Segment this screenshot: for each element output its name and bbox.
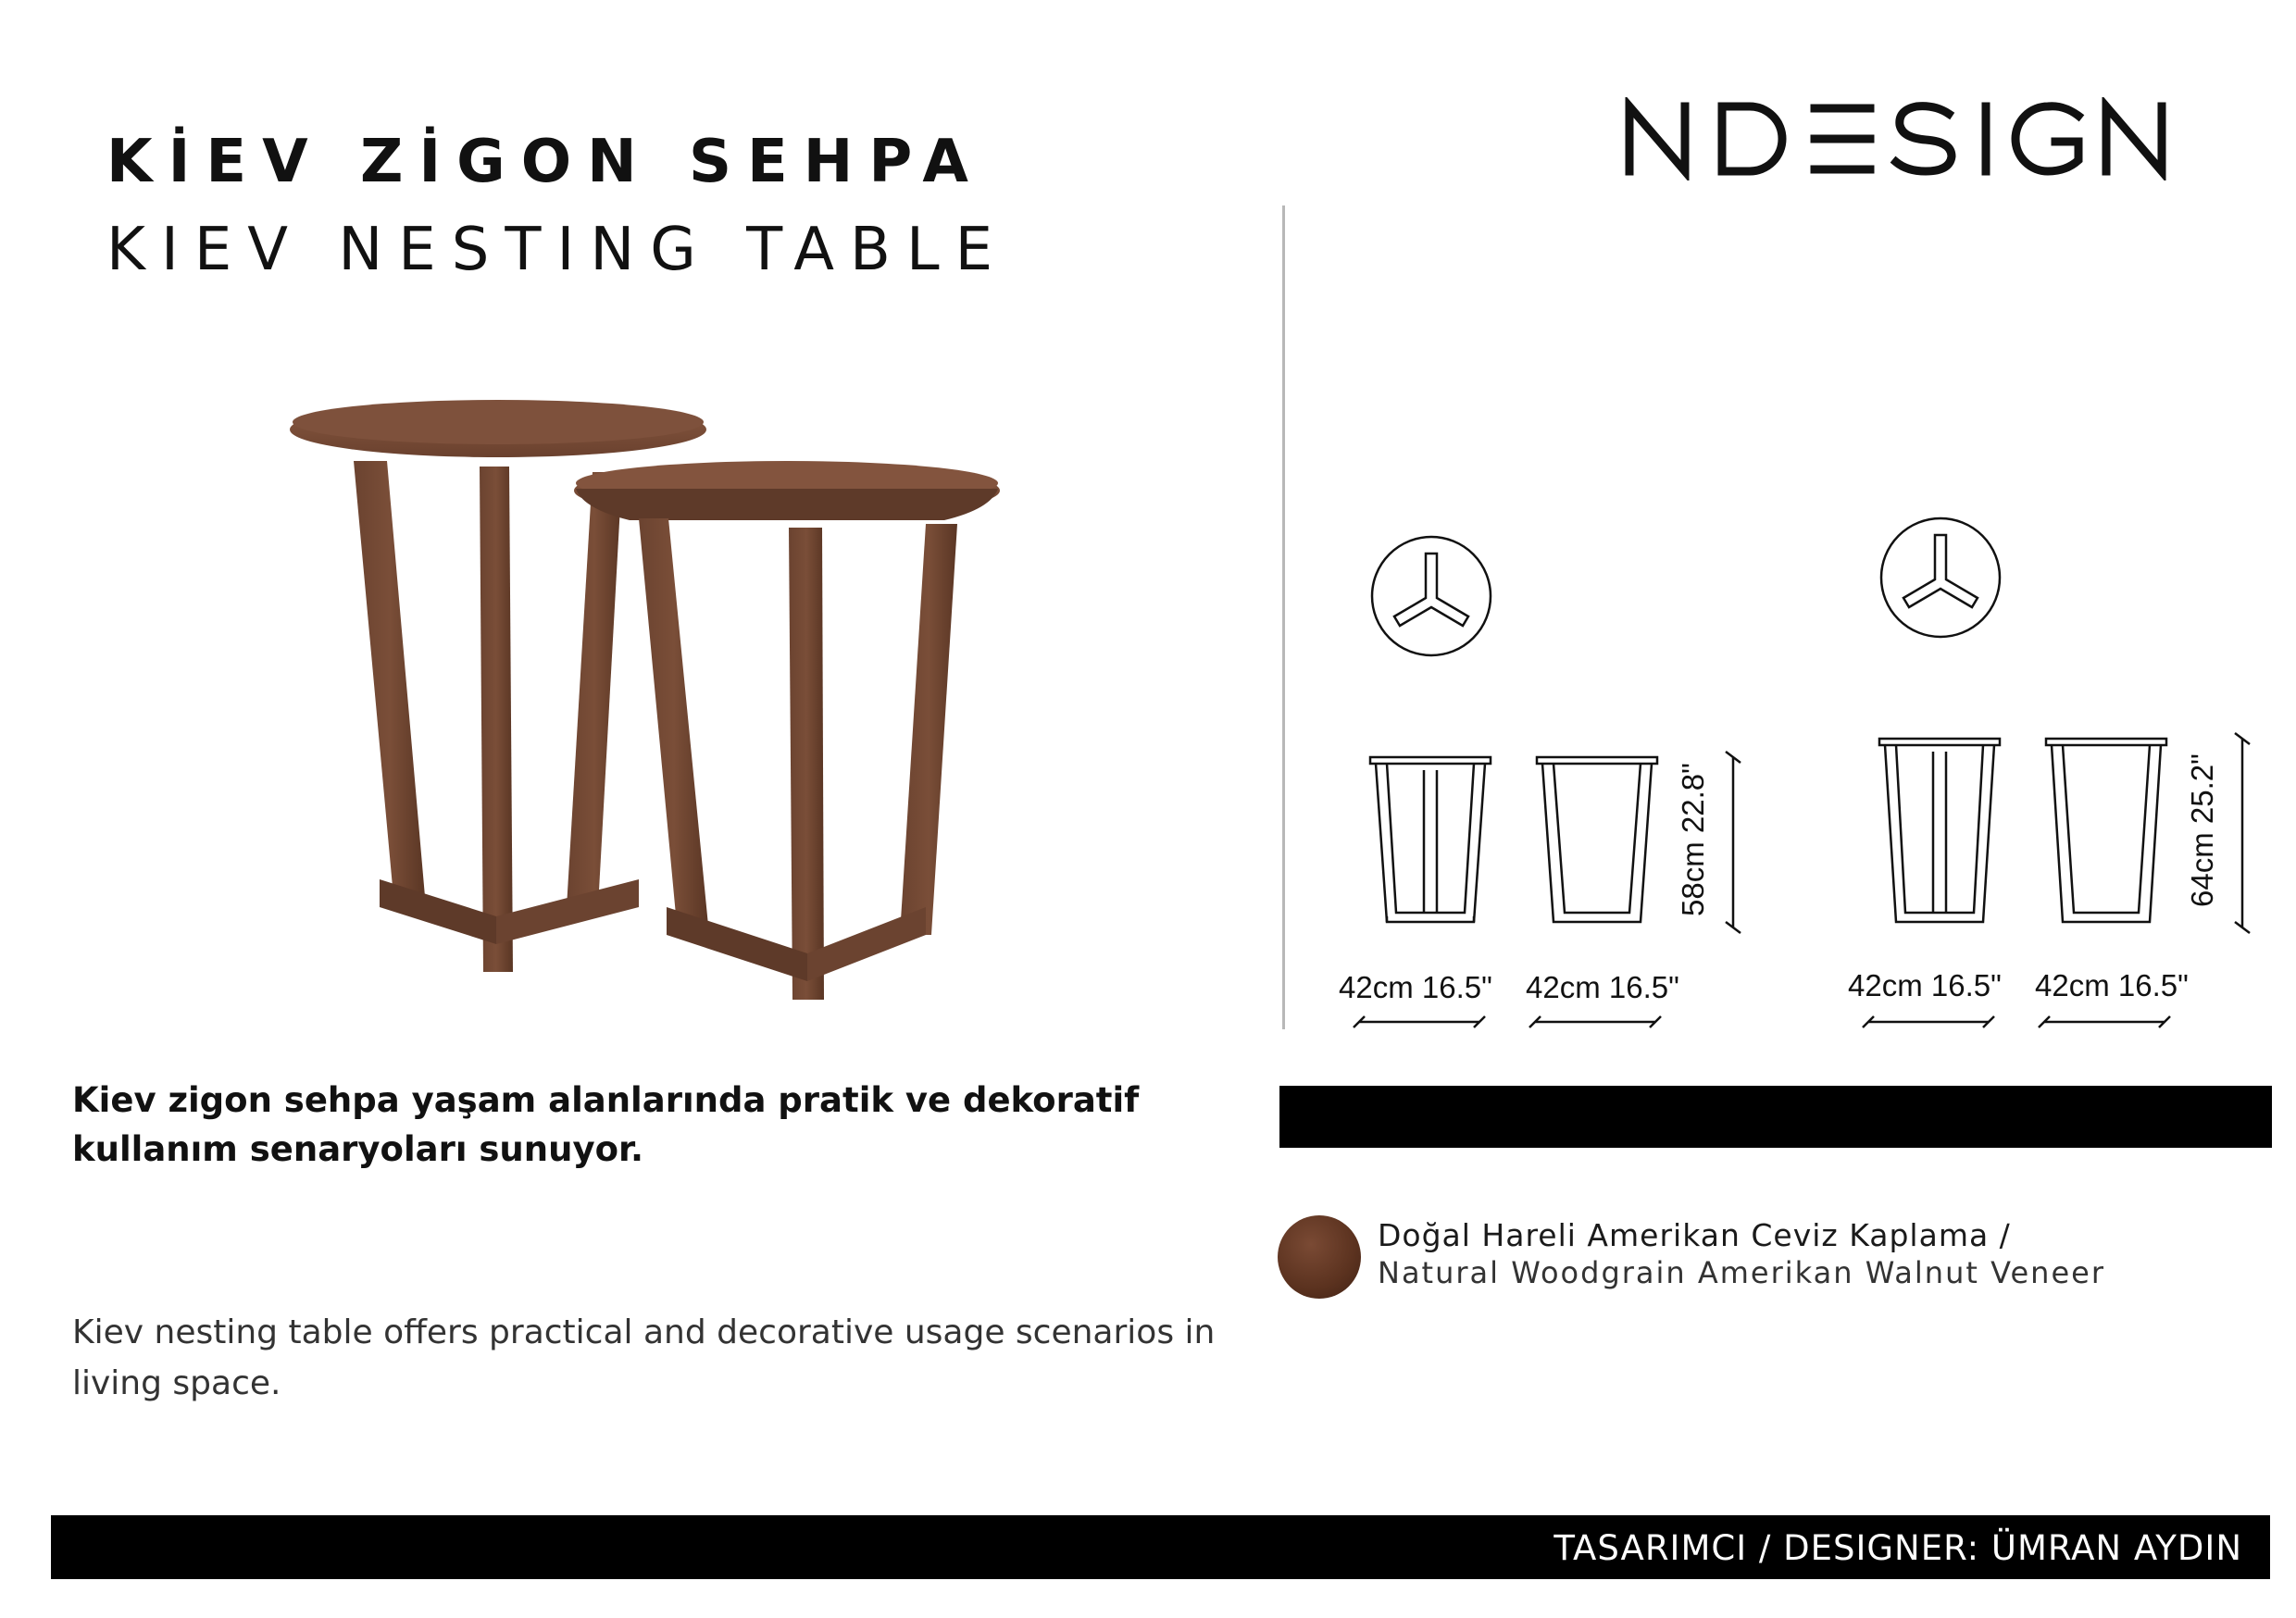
top-view-small bbox=[1372, 537, 1491, 655]
product-title-tr: KİEV ZİGON SEHPA bbox=[106, 128, 984, 196]
small-table-front-1 bbox=[1370, 757, 1491, 922]
small-width-1-label: 42cm 16.5" bbox=[1339, 970, 1492, 1004]
large-table-front-2 bbox=[2046, 739, 2166, 922]
large-width-2-label: 42cm 16.5" bbox=[2035, 968, 2189, 1002]
large-height-label: 64cm 25.2" bbox=[2185, 753, 2219, 907]
small-table-front-2 bbox=[1537, 757, 1657, 922]
walnut-finish-swatch bbox=[1278, 1215, 1361, 1299]
large-table-front-1 bbox=[1879, 739, 2000, 922]
product-title-en: KIEV NESTING TABLE bbox=[106, 216, 1009, 284]
technical-drawings bbox=[1315, 500, 2277, 1037]
width-dimension-large bbox=[1863, 1016, 2170, 1027]
footer-bar bbox=[51, 1515, 2270, 1579]
description-en: Kiev nesting table offers practical and decorative usage scenarios in living space. bbox=[72, 1313, 1216, 1402]
vertical-divider bbox=[1282, 205, 1285, 1029]
ndesign-logo bbox=[1620, 97, 2176, 180]
designer-credit: TASARIMCI / DESIGNER: ÜMRAN AYDIN bbox=[1554, 1528, 2242, 1568]
short-table bbox=[574, 461, 1000, 1000]
description-tr: Kiev zigon sehpa yaşam alanlarında pratik ve dekoratif kullanım senaryoları sunuyor. bbox=[72, 1080, 1140, 1169]
small-height-label: 58cm 22.8" bbox=[1676, 763, 1710, 916]
large-width-1-label: 42cm 16.5" bbox=[1848, 968, 2002, 1002]
finish-name-tr: Doğal Hareli Amerikan Ceviz Kaplama / bbox=[1378, 1217, 2011, 1253]
height-dimension-small bbox=[1726, 752, 1741, 933]
section-divider-bar bbox=[1279, 1086, 2272, 1148]
top-view-large bbox=[1881, 518, 2000, 637]
small-width-2-label: 42cm 16.5" bbox=[1526, 970, 1679, 1004]
finish-name-en: Natural Woodgrain Amerikan Walnut Veneer bbox=[1378, 1255, 2105, 1290]
nesting-table-product-image bbox=[278, 389, 1018, 1027]
height-dimension-large bbox=[2235, 733, 2250, 933]
width-dimension-small bbox=[1354, 1016, 1661, 1027]
